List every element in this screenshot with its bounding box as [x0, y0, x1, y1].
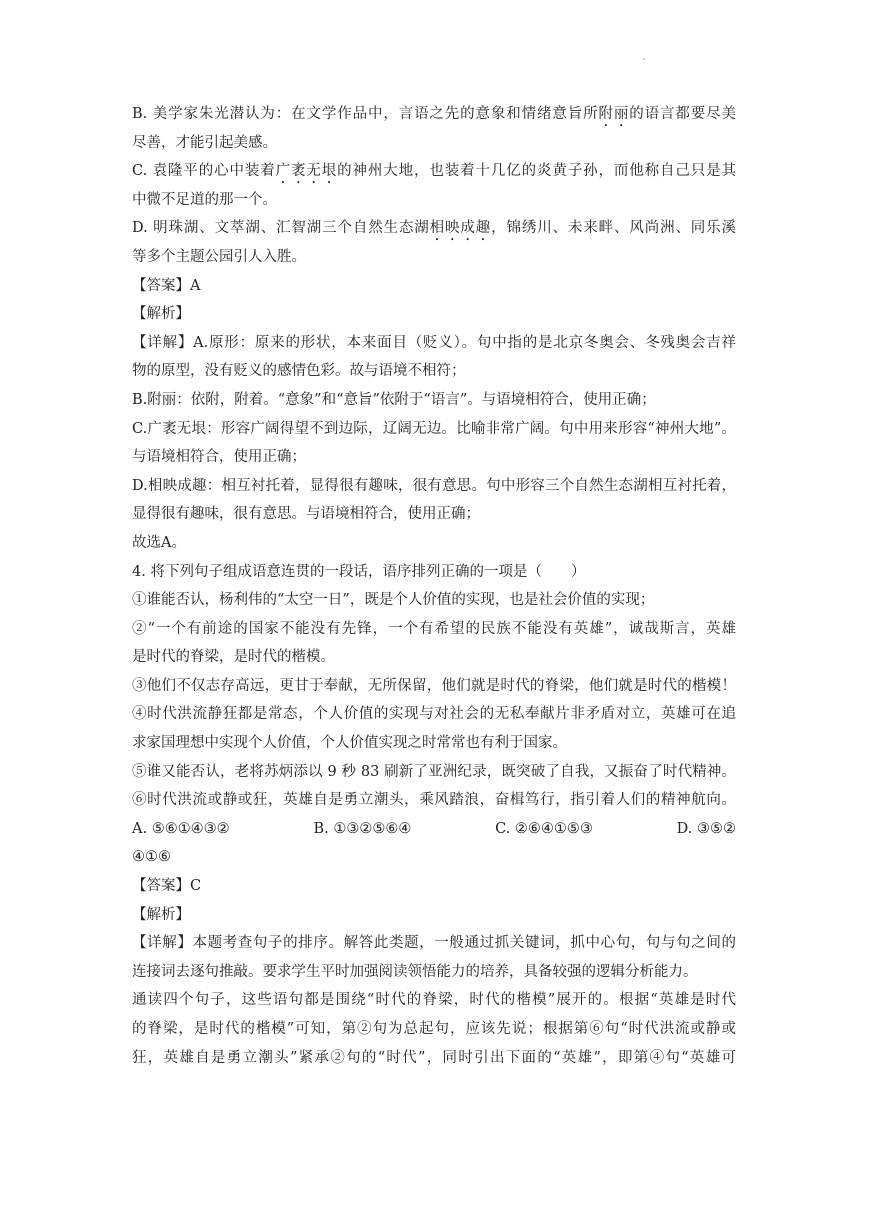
text-run: 的神州大地，也装着十几亿的炎黄子孙，而他称自己只是其 — [337, 163, 737, 180]
text-run: 的语言都要尽美 — [629, 106, 737, 122]
explanation-line: B.附丽：依附，附着。“意象”和“意旨”依附于“语言”。与语境相符合，使用正确； — [132, 391, 656, 408]
sentence-6: ⑥时代洪流或静或狂，英雄自是勇立潮头，乘风踏浪，奋楫笃行，指引着人们的精神航向。 — [132, 792, 736, 809]
detail-line: 狂，英雄自是勇立潮头”紧承②句的“时代”，同时引出下面的“英雄”，即第④句“英雄可 — [132, 1049, 736, 1066]
option-d-continuation: ④①⑥ — [132, 849, 171, 866]
sentence-2-line-2: 是时代的脊梁，是时代的楷模。 — [132, 649, 335, 666]
detail-line: 【详解】本题考查句子的排序。解答此类题，一般通过抓关键词，抓中心句，句与句之间的 — [132, 935, 736, 952]
sentence-5: ⑤谁又能否认，老将苏炳添以 9 秒 83 刷新了亚洲纪录，既突破了自我，又振奋了时代精神。 — [132, 763, 736, 780]
text-run: ，锦绣川、未来畔、风尚洲、同乐溪 — [491, 220, 737, 237]
option-d: D. ③⑤② — [676, 820, 736, 837]
explanation-line: C.广袤无垠：形容广阔得望不到边际，辽阔无边。比喻非常广阔。句中用来形容“神州大地”。 — [132, 420, 736, 437]
sentence-2-line-1: ②“一个有前途的国家不能没有先锋，一个有希望的民族不能没有英雄”，诚哉斯言，英雄 — [132, 620, 736, 637]
option-d-line-1 — [132, 214, 736, 243]
text-run: C. 袁隆平的心中装着 — [132, 163, 276, 180]
sentence-4-line-1: ④时代洪流静狂都是常态，个人价值的实现与对社会的无私奉献片非矛盾对立，英雄可在追 — [132, 706, 736, 723]
option-c: C. ②⑥④①⑤③ — [495, 820, 593, 837]
sentence-3: ③他们不仅志存高远，更甘于奉献，无所保留，他们就是时代的脊梁，他们就是时代的楷模！ — [132, 677, 736, 694]
document-body — [132, 100, 736, 1072]
options-row — [132, 815, 736, 844]
explanation-line: 显得很有趣味，很有意思。与语境相符合，使用正确； — [132, 506, 480, 523]
detail-line: 的脊梁，是时代的楷模”可知，第②句为总起句，应该先说；根据第⑥句“时代洪流或静或 — [132, 1021, 736, 1037]
text-run: B. 美学家朱光潜认为：在文学作品中，言语之先的意象和情绪意旨所 — [132, 106, 599, 122]
explanation-line: 物的原型，没有贬义的感情色彩。故与语境不相符； — [132, 363, 466, 380]
detail-line: 连接词去逐句推敲。要求学生平时加强阅读领悟能力的培养，具备较强的逻辑分析能力。 — [132, 963, 698, 980]
sentence-1: ①谁能否认，杨利伟的“太空一日”，既是个人价值的实现，也是社会价值的实现； — [132, 592, 655, 609]
question-4-stem: 4. 将下列句子组成语意连贯的一段话，语序排列正确的一项是（ ） — [132, 563, 586, 580]
page-dot-mark — [643, 58, 645, 60]
emphasized-word: 附丽 — [598, 106, 630, 122]
option-b: B. ①③②⑤⑥④ — [313, 820, 412, 837]
answer-label-q3: 【答案】A — [132, 277, 201, 294]
emphasized-word: 广袤无垠 — [275, 163, 338, 180]
analysis-label-q3: 【解析】 — [132, 306, 190, 323]
explanation-line: 故选A。 — [132, 534, 186, 551]
answer-label-q4: 【答案】C — [132, 878, 202, 895]
option-c-line-2: 中微不足道的那一个。 — [132, 191, 277, 208]
detail-line: 通读四个句子，这些语句都是围绕“时代的脊梁，时代的楷模”展开的。根据“英雄是时代 — [132, 992, 736, 1009]
emphasized-word: 相映成趣 — [429, 220, 492, 237]
sentence-4-line-2: 求家国理想中实现个人价值，个人价值实现之时常常也有利于国家。 — [132, 735, 567, 752]
explanation-line: 【详解】A.原形：原来的形状，本来面目（贬义）。句中指的是北京冬奥会、冬残奥会吉祥 — [132, 334, 736, 351]
analysis-label-q4: 【解析】 — [132, 906, 190, 923]
explanation-line: D.相映成趣：相互衬托着，显得很有趣味，很有意思。句中形容三个自然生态湖相互衬托着， — [132, 477, 736, 494]
explanation-line: 与语境相符合，使用正确； — [132, 449, 306, 466]
text-run: D. 明珠湖、文萃湖、汇智湖三个自然生态湖 — [132, 220, 430, 237]
option-a: A. ⑤⑥①④③② — [132, 820, 230, 837]
option-c-line-1 — [132, 157, 736, 186]
option-b-line-2: 尽善，才能引起美感。 — [132, 134, 277, 151]
option-b-line-1 — [132, 100, 736, 129]
option-d-line-2: 等多个主题公园引人入胜。 — [132, 248, 306, 265]
